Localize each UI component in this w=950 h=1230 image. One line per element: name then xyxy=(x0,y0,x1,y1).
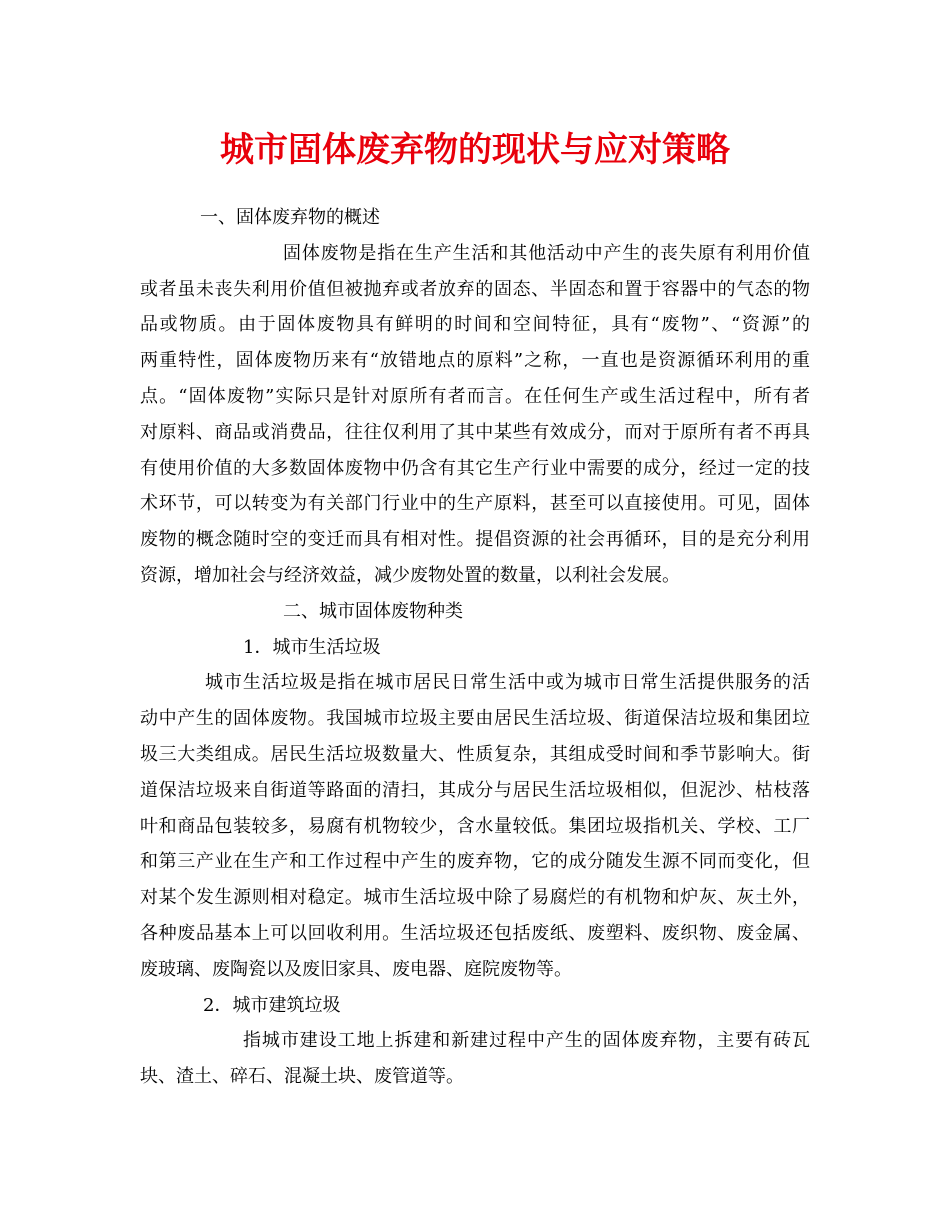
paragraph-line: 道保洁垃圾来自街道等路面的清扫，其成分与居民生活垃圾相似，但泥沙、枯枝落 xyxy=(140,779,810,801)
paragraph-line: 指城市建设工地上拆建和新建过程中产生的固体废弃物，主要有砖瓦 xyxy=(243,1030,810,1052)
paragraph-line: 两重特性，固体废物历来有“放错地点的原料”之称，一直也是资源循环利用的重 xyxy=(140,350,810,372)
subsection-heading xyxy=(140,988,810,1024)
paragraph-line: 圾三大类组成。居民生活垃圾数量大、性质复杂，其组成受时间和季节影响大。街 xyxy=(140,743,810,765)
section-heading xyxy=(140,200,810,236)
section-heading-text: 二、城市固体废物种类 xyxy=(283,600,463,622)
document-body xyxy=(140,200,810,1095)
paragraph xyxy=(140,665,810,987)
paragraph-line: 和第三产业在生产和工作过程中产生的废弃物，它的成分随发生源不同而变化，但 xyxy=(140,851,810,873)
paragraph-line: 动中产生的固体废物。我国城市垃圾主要由居民生活垃圾、街道保洁垃圾和集团垃 xyxy=(140,708,810,730)
subsection-heading-text: 2．城市建筑垃圾 xyxy=(203,994,341,1016)
paragraph xyxy=(140,1023,810,1095)
section-heading xyxy=(140,594,810,630)
paragraph-line: 点。“固体废物”实际只是针对原所有者而言。在任何生产或生活过程中，所有者 xyxy=(140,385,810,407)
document-title: 城市固体废弃物的现状与应对策略 xyxy=(220,130,730,170)
paragraph-line: 对原料、商品或消费品，往往仅利用了其中某些有效成分，而对于原所有者不再具 xyxy=(140,421,810,443)
paragraph-line: 废物的概念随时空的变迁而具有相对性。提倡资源的社会再循环，目的是充分利用 xyxy=(140,529,810,551)
paragraph-line: 各种废品基本上可以回收利用。生活垃圾还包括废纸、废塑料、废织物、废金属、 xyxy=(140,922,810,944)
section-heading-text: 一、固体废弃物的概述 xyxy=(200,207,380,228)
paragraph-line: 有使用价值的大多数固体废物中仍含有其它生产行业中需要的成分，经过一定的技 xyxy=(140,457,810,479)
paragraph-line: 资源，增加社会与经济效益，减少废物处置的数量，以利社会发展。 xyxy=(140,564,680,586)
paragraph-line: 对某个发生源则相对稳定。城市生活垃圾中除了易腐烂的有机物和炉灰、灰土外， xyxy=(140,887,810,909)
paragraph-line: 品或物质。由于固体废物具有鲜明的时间和空间特征，具有“废物”、“资源”的 xyxy=(140,314,810,336)
paragraph-line: 废玻璃、废陶瓷以及废旧家具、废电器、庭院废物等。 xyxy=(140,958,572,980)
paragraph-line: 固体废物是指在生产生活和其他活动中产生的丧失原有利用价值 xyxy=(283,242,810,264)
paragraph-line: 术环节，可以转变为有关部门行业中的生产原料，甚至可以直接使用。可见，固体 xyxy=(140,493,810,515)
paragraph-line: 或者虽未丧失利用价值但被抛弃或者放弃的固态、半固态和置于容器中的气态的物 xyxy=(140,278,810,300)
subsection-heading-text: 1．城市生活垃圾 xyxy=(243,636,381,658)
paragraph xyxy=(140,236,810,594)
paragraph-line: 叶和商品包装较多，易腐有机物较少，含水量较低。集团垃圾指机关、学校、工厂 xyxy=(140,815,810,837)
paragraph-line: 块、渣土、碎石、混凝土块、废管道等。 xyxy=(140,1066,464,1088)
paragraph-line: 城市生活垃圾是指在城市居民日常生活中或为城市日常生活提供服务的活 xyxy=(205,672,810,694)
subsection-heading xyxy=(140,630,810,666)
